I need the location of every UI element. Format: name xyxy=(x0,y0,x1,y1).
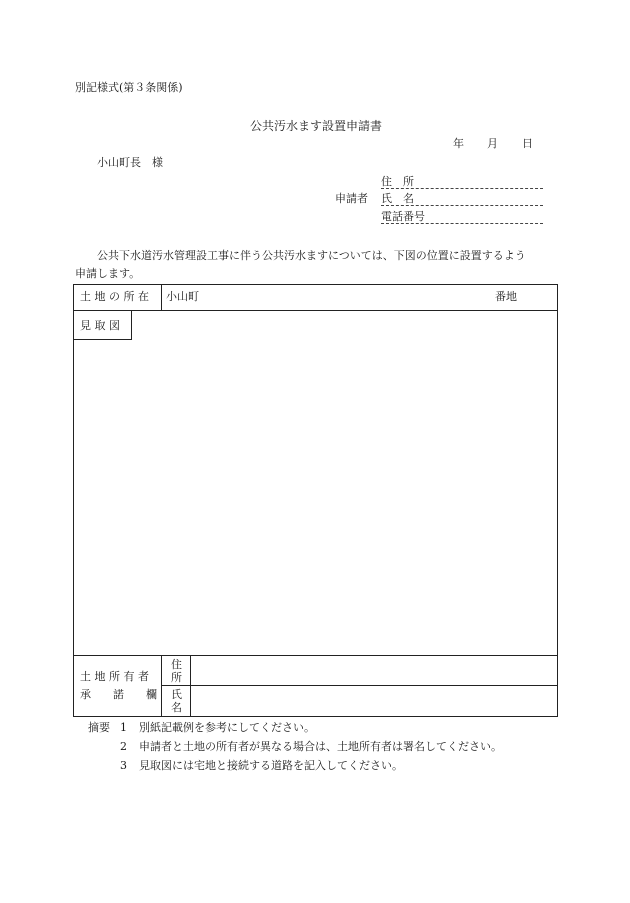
addressee: 小山町長 様 xyxy=(97,156,163,169)
applicant-phone-label: 電話番号 xyxy=(381,210,425,223)
owner-consent-label-2: 承 諾 欄 xyxy=(80,688,157,701)
applicant-address-label: 住 所 xyxy=(381,175,414,188)
note-text-3: 見取図には宅地と接続する道路を記入してください。 xyxy=(139,759,403,772)
applicant-phone-field[interactable] xyxy=(381,211,543,224)
form-label: 別記様式(第３条関係) xyxy=(75,81,183,94)
note-text-2: 申請者と土地の所有者が異なる場合は、土地所有者は署名してください。 xyxy=(139,740,502,753)
owner-name-label-1: 氏 xyxy=(171,688,182,701)
map-drawing-area[interactable] xyxy=(133,312,555,653)
body-text-line-1: 公共下水道汚水管理設工事に伴う公共汚水ますについては、下図の位置に設置するよう xyxy=(97,249,526,262)
date-day-label: 日 xyxy=(522,137,533,150)
town-name: 小山町 xyxy=(166,290,199,303)
land-location-label: 土 地 の 所 在 xyxy=(80,290,149,303)
applicant-name-label: 氏 名 xyxy=(381,192,414,205)
map-label: 見 取 図 xyxy=(80,319,120,332)
applicant-label: 申請者 xyxy=(335,192,368,205)
owner-name-label-2: 名 xyxy=(171,701,182,714)
note-number-2: 2 xyxy=(120,740,127,753)
applicant-address-field[interactable] xyxy=(381,176,543,189)
applicant-name-field[interactable] xyxy=(381,193,543,206)
banchi-label: 番地 xyxy=(495,290,517,303)
owner-name-field[interactable] xyxy=(192,687,555,715)
date-month-label: 月 xyxy=(487,137,498,150)
note-text-1: 別紙記載例を参考にしてください。 xyxy=(139,721,315,734)
date-year-label: 年 xyxy=(453,137,464,150)
notes-heading: 摘要 xyxy=(88,721,110,734)
page-title: 公共汚水ます設置申請書 xyxy=(250,119,383,133)
owner-address-field[interactable] xyxy=(192,657,555,684)
owner-address-label-2: 所 xyxy=(171,671,182,684)
owner-consent-label-1: 土 地 所 有 者 xyxy=(80,670,149,683)
land-location-field[interactable] xyxy=(163,285,555,309)
note-number-3: 3 xyxy=(120,759,127,772)
note-number-1: 1 xyxy=(120,721,127,734)
body-text-line-2: 申請します。 xyxy=(75,267,141,280)
owner-address-label-1: 住 xyxy=(171,658,182,671)
